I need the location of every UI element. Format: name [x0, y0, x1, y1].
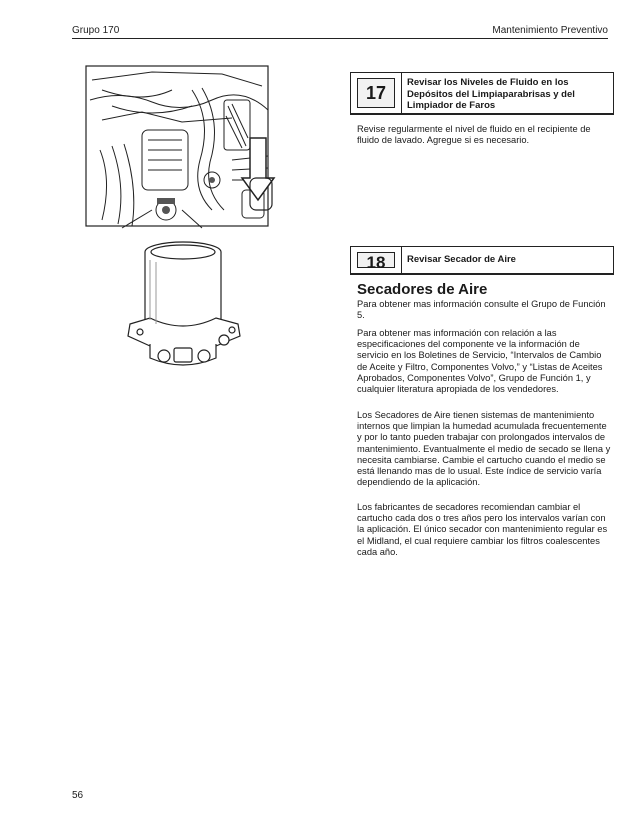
step-17-number: 17: [357, 78, 395, 108]
step-17-box: [350, 72, 614, 115]
air-dryer-illustration: [120, 236, 250, 378]
step-17-title: Revisar los Niveles de Fluido en los Depósitos del Limpiaparabrisas y del Limpiador de Faros: [407, 77, 575, 111]
step-18-title: Revisar Secador de Aire: [407, 254, 516, 265]
paragraph-4: Los fabricantes de secadores recomiendan cambiar el cartucho cada dos o tres años pero los intervalos varían con la aplicación. El único secador con mantenimiento regular es el Midland, el cual requiere cambiar los filtros coalescentes cada año.: [357, 502, 608, 557]
header-group: Grupo 170: [72, 25, 120, 36]
step-17-text: Revise regularmente el nivel de fluido en el recipiente de fluido de lavado. Agregue si es necesario.: [357, 124, 591, 146]
section-title: Secadores de Aire: [357, 281, 488, 298]
step-17-separator: [401, 73, 402, 113]
engine-illustration: [82, 60, 280, 235]
header-rule: [72, 38, 608, 39]
step-18-box: [350, 246, 614, 275]
paragraph-3: Los Secadores de Aire tienen sistemas de mantenimiento internos que limpian la humedad acumulada frecuentemente y por lo tanto pueden trabajar con prolongados intervalos de mantenimiento. Evantualmente el medio de secado se llena y necesita cambiarse. Cambie el cartucho cuando el medio se está llenando mas de lo usual. Este índice de servicio varía dependiendo de la aplicación.: [357, 410, 611, 488]
step-18-separator: [401, 247, 402, 273]
header-title: Mantenimiento Preventivo: [492, 25, 608, 36]
step-18-number: 18: [357, 252, 395, 268]
paragraph-2: Para obtener mas información con relación a las especificaciones del componente ve la información de servicio en los Boletines de Servicio, “Intervalos de Cambio de Aceite y Filtro, Componentes Volvo,” y “Listas de Aceites Aprobados, Componentes Volvo”, Grupo de Función 1, y cualquier literatura apropiada de los vendedores.: [357, 328, 603, 395]
paragraph-1: Para obtener mas información consulte el Grupo de Función 5.: [357, 299, 606, 321]
page-number: 56: [72, 790, 84, 801]
